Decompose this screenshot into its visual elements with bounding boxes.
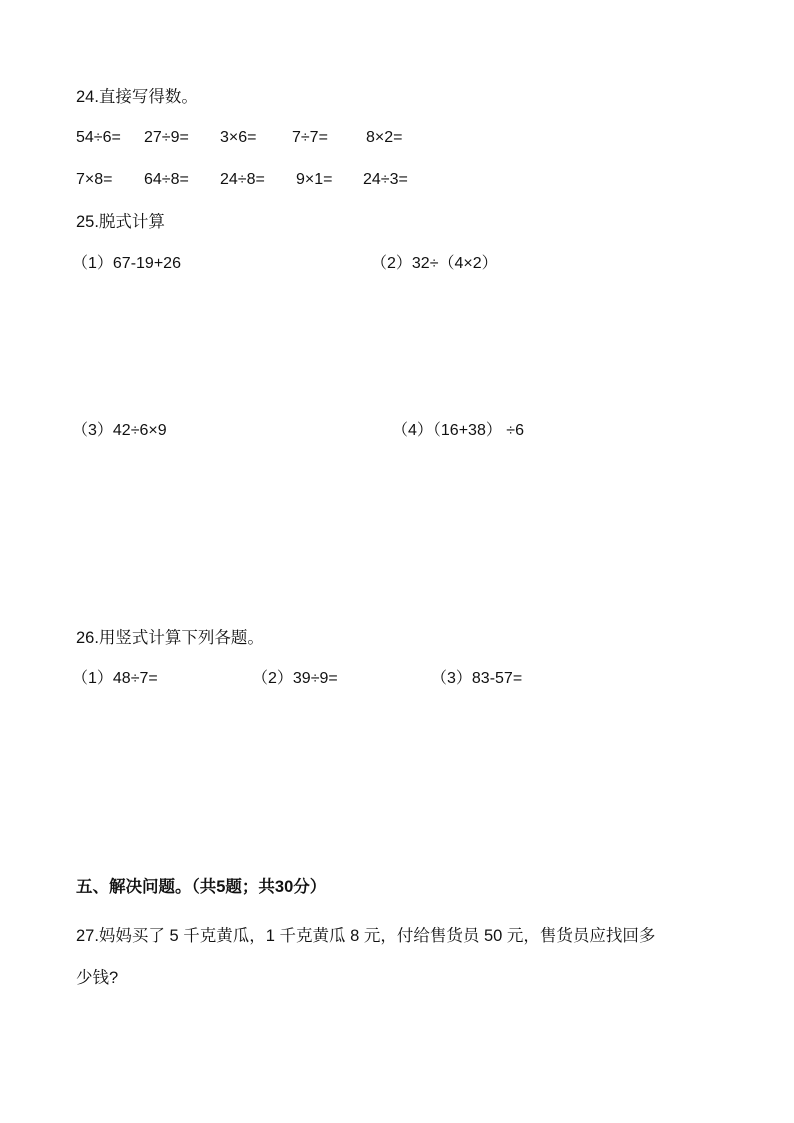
q24-row2-item-5: 24÷3= [363,171,408,188]
section5-title: 五、解决问题。（共5题；共30分） [76,878,327,896]
q25-item-3: （3）42÷6×9 [72,422,167,439]
q24-row1-item-3: 3×6= [220,129,257,146]
q27-line2: 少钱? [76,969,119,987]
q24-row2-item-3: 24÷8= [220,171,265,188]
q24-row1-item-1: 54÷6= [76,129,121,146]
q26-item-3: （3）83-57= [431,670,523,687]
q24-row2-item-2: 64÷8= [144,171,189,188]
q25-item-1: （1）67-19+26 [72,255,181,272]
q24-row1-item-4: 7÷7= [292,129,328,146]
q26-item-1: （1）48÷7= [72,670,158,687]
q24-row1-item-5: 8×2= [366,129,403,146]
q25-item-4: （4）（16+38） ÷6 [392,422,524,439]
q25-item-2: （2）32÷（4×2） [371,255,498,272]
q24-row2-item-4: 9×1= [296,171,333,188]
q24-row1-item-2: 27÷9= [144,129,189,146]
q27-line1: 27.妈妈买了 5 千克黄瓜，1 千克黄瓜 8 元，付给售货员 50 元，售货员应找回多 [76,927,656,945]
q26-item-2: （2）39÷9= [252,670,338,687]
q26-title: 26.用竖式计算下列各题。 [76,629,264,647]
q24-title: 24.直接写得数。 [76,88,198,106]
q25-title: 25.脱式计算 [76,213,165,231]
q24-row2-item-1: 7×8= [76,171,113,188]
